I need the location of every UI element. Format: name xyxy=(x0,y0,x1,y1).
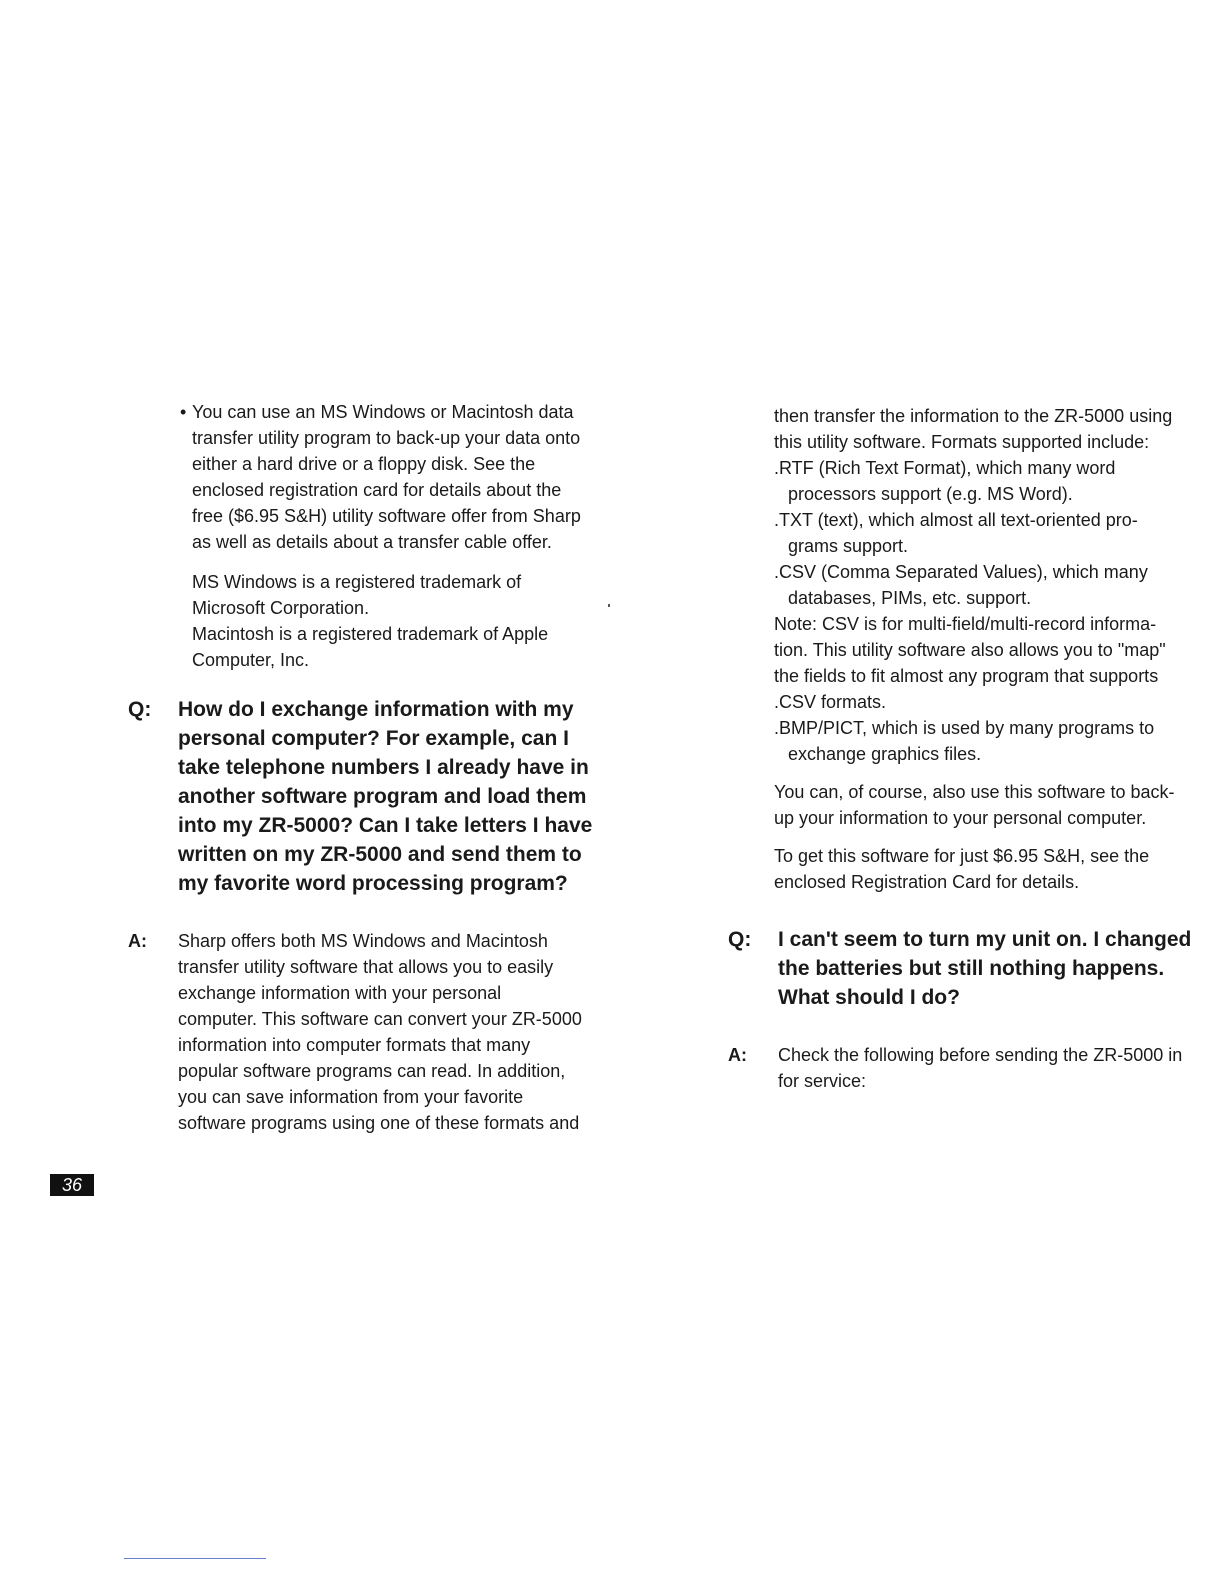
csv-note-line: the fields to fit almost any program that supports xyxy=(774,666,1159,686)
answer-line: popular software programs can read. In addition, xyxy=(178,1061,566,1081)
question-line: my favorite word processing program? xyxy=(178,872,568,895)
bullet-line: You can use an MS Windows or Macintosh data xyxy=(192,402,574,422)
csv-note-line: .CSV formats. xyxy=(774,692,887,712)
format-rtf: .RTF (Rich Text Format), which many word xyxy=(774,458,1116,478)
answer-line: transfer utility software that allows you to easily xyxy=(178,957,554,977)
question-line: into my ZR-5000? Can I take letters I have xyxy=(178,814,593,837)
continuation-line: then transfer the information to the ZR-5000 using xyxy=(774,406,1173,426)
trademark-line: Macintosh is a registered trademark of Apple xyxy=(192,624,549,644)
answer-line: exchange information with your personal xyxy=(178,983,502,1003)
trademark-notice xyxy=(192,569,628,673)
answer-line: information into computer formats that many xyxy=(178,1035,531,1055)
left-column xyxy=(128,399,628,1136)
question-line: I can't seem to turn my unit on. I changed xyxy=(778,928,1192,951)
question-line: the batteries but still nothing happens. xyxy=(778,957,1165,980)
price-line: To get this software for just $6.95 S&H, see the xyxy=(774,846,1150,866)
question-line: personal computer? For example, can I xyxy=(178,727,569,750)
csv-note-line: tion. This utility software also allows you to "map" xyxy=(774,640,1166,660)
format-txt: .TXT (text), which almost all text-oriented pro- xyxy=(774,510,1138,530)
question-line: another software program and load them xyxy=(178,785,587,808)
question-line: How do I exchange information with my xyxy=(178,698,574,721)
question-exchange-info xyxy=(128,695,628,898)
answer-line: computer. This software can convert your ZR-5000 xyxy=(178,1009,582,1029)
answer-label: A: xyxy=(728,1045,747,1065)
question-line: take telephone numbers I already have in xyxy=(178,756,589,779)
answer-continuation xyxy=(774,403,1218,895)
bullet-line: free ($6.95 S&H) utility software offer from Sharp xyxy=(192,506,581,526)
answer-unit-power xyxy=(728,1042,1218,1094)
backup-line: You can, of course, also use this software to back- xyxy=(774,782,1175,802)
bullet-line: as well as details about a transfer cable offer. xyxy=(192,532,552,552)
trademark-line: MS Windows is a registered trademark of xyxy=(192,572,522,592)
price-line: enclosed Registration Card for details. xyxy=(774,872,1080,892)
right-column xyxy=(728,403,1218,1094)
answer-line: you can save information from your favorite xyxy=(178,1087,524,1107)
backup-line: up your information to your personal computer. xyxy=(774,808,1147,828)
trademark-line: Computer, Inc. xyxy=(192,650,310,670)
format-rtf-detail: processors support (e.g. MS Word). xyxy=(788,484,1073,504)
data-transfer-bullet xyxy=(180,399,628,555)
answer-exchange-info xyxy=(128,928,628,1136)
answer-line: Check the following before sending the ZR-5000 in xyxy=(778,1045,1183,1065)
page-number-badge: 36 xyxy=(50,1174,94,1196)
question-label: Q: xyxy=(728,928,752,951)
bullet-line: enclosed registration card for details about the xyxy=(192,480,562,500)
format-bmp-detail: exchange graphics files. xyxy=(788,744,982,764)
format-csv: .CSV (Comma Separated Values), which many xyxy=(774,562,1148,582)
footer-rule xyxy=(124,1558,266,1559)
answer-line: software programs using one of these formats and xyxy=(178,1113,580,1133)
format-bmp: .BMP/PICT, which is used by many programs to xyxy=(774,718,1155,738)
format-csv-detail: databases, PIMs, etc. support. xyxy=(788,588,1032,608)
answer-line: for service: xyxy=(778,1071,867,1091)
bullet-marker: • xyxy=(180,402,187,422)
question-line: written on my ZR-5000 and send them to xyxy=(178,843,582,866)
answer-line: Sharp offers both MS Windows and Macintosh xyxy=(178,931,548,951)
csv-note-line: Note: CSV is for multi-field/multi-record informa- xyxy=(774,614,1157,634)
question-label: Q: xyxy=(128,698,152,721)
bullet-line: transfer utility program to back-up your data onto xyxy=(192,428,581,448)
trademark-line: Microsoft Corporation. xyxy=(192,598,370,618)
question-line: What should I do? xyxy=(778,986,960,1009)
answer-label: A: xyxy=(128,931,147,951)
bullet-line: either a hard drive or a floppy disk. See the xyxy=(192,454,536,474)
format-txt-detail: grams support. xyxy=(788,536,909,556)
continuation-line: this utility software. Formats supported include: xyxy=(774,432,1150,452)
scan-speck xyxy=(608,604,610,607)
question-unit-power xyxy=(728,925,1218,1012)
